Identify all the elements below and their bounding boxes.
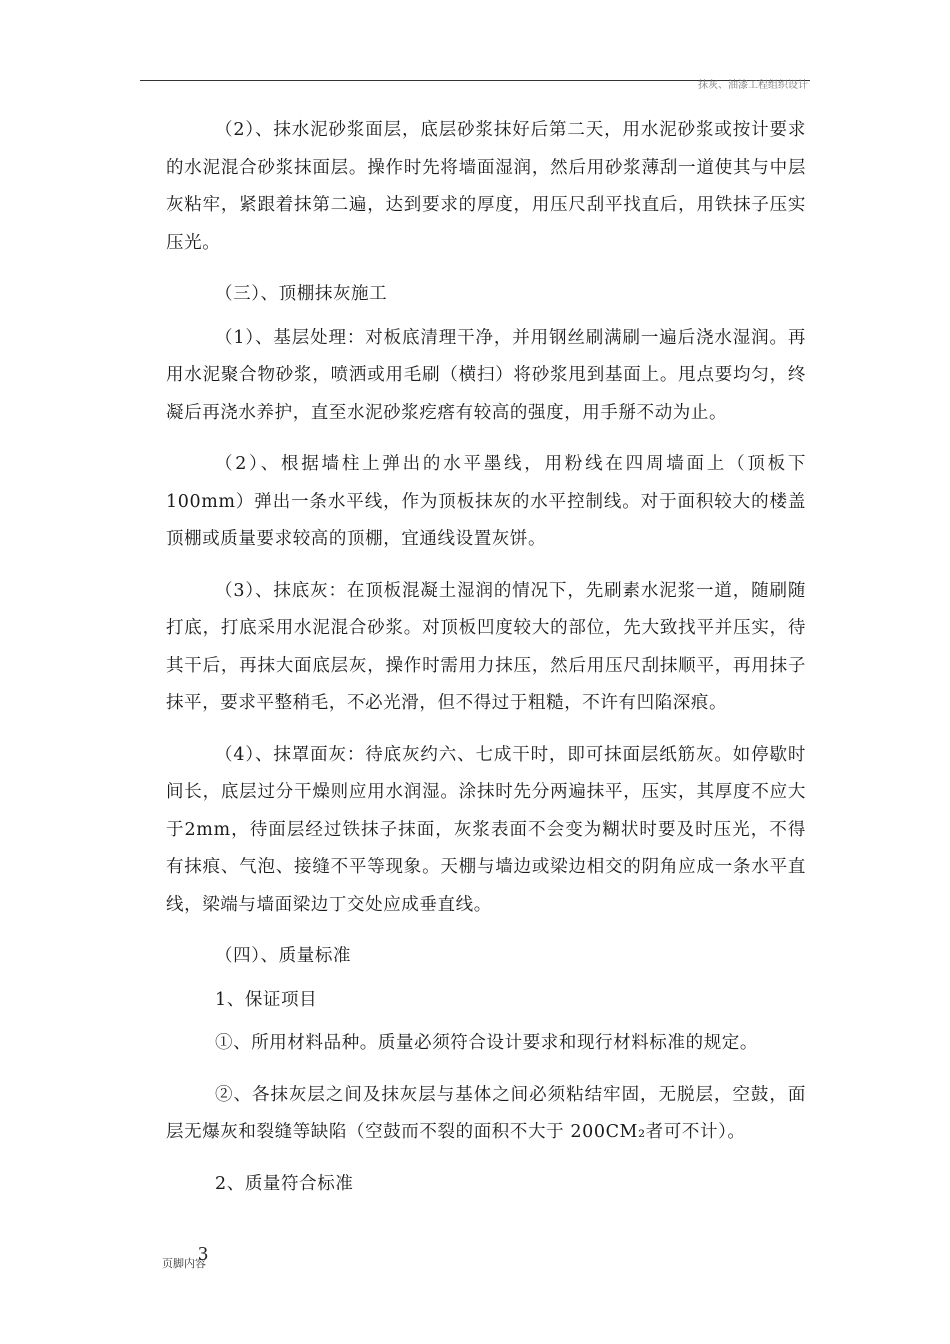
subheading-guarantee-items: 1、保证项目 [215, 989, 318, 1010]
list-item-materials: ①、所用材料品种。质量必须符合设计要求和现行材料标准的规定。 [215, 1033, 758, 1053]
paragraph-base-treatment: （1）、基层处理：对板底清理干净，并用钢丝刷满刷一遍后浇水湿润。再用水泥聚合物砂浆，喷洒或用毛刷（横扫）将砂浆甩到基面上。甩点要均匀，终凝后再浇水养护，直至水泥砂浆疙瘩有较高的强度，用手掰不动为止。 [166, 327, 806, 423]
document-body [166, 112, 806, 1209]
page-number: 3 [198, 1243, 208, 1265]
list-item-bonding: ②、各抹灰层之间及抹灰层与基体之间必须粘结牢固，无脱层，空鼓，面层无爆灰和裂缝等缺陷（空鼓而不裂的面积不大于 200CM₂者可不计）。 [166, 1084, 806, 1142]
paragraph-cement-mortar-surface: （2）、抹水泥砂浆面层，底层砂浆抹好后第二天，用水泥砂浆或按计要求的水泥混合砂浆抹面层。操作时先将墙面湿润，然后用砂浆薄刮一道使其与中层灰粘牢，紧跟着抹第二遍，达到要求的厚度，用压尺刮平找直后，用铁抹子压实压光。 [166, 120, 806, 253]
paragraph-finish-coat: （4）、抹罩面灰：待底灰约六、七成干时，即可抹面层纸筋灰。如停歇时间长，底层过分干燥则应用水润湿。涂抹时先分两遍抹平，压实，其厚度不应大于2mm，待面层经过铁抹子抹面，灰浆表面不会变为糊状时要及时压光，不得有抹痕、气泡、接缝不平等现象。天棚与墙边或梁边相交的阴角应成一条水平直线，梁端与墙面梁边丁交处应成垂直线。 [166, 744, 806, 915]
footer-label: 页脚内容 [162, 1257, 206, 1270]
running-header: 抹灰、油漆工程组织设计 [698, 80, 808, 91]
section-heading-ceiling-plastering: （三）、顶棚抹灰施工 [215, 284, 388, 304]
paragraph-level-line: （2）、根据墙柱上弹出的水平墨线，用粉线在四周墙面上（顶板下100mm）弹出一条水平线，作为顶板抹灰的水平控制线。对于面积较大的楼盖顶棚或质量要求较高的顶棚，宜通线设置灰饼。 [166, 454, 806, 549]
section-heading-quality-standard: （四）、质量标准 [215, 946, 352, 966]
subheading-quality-conformance: 2、质量符合标准 [215, 1173, 354, 1194]
paragraph-base-coat: （3）、抹底灰：在顶板混凝土湿润的情况下，先刷素水泥浆一道，随刷随打底，打底采用水泥混合砂浆。对顶板凹度较大的部位，先大致找平并压实，待其干后，再抹大面底层灰，操作时需用力抹压，然后用压尺刮抹顺平，再用抹子抹平，要求平整稍毛，不必光滑，但不得过于粗糙，不许有凹陷深痕。 [166, 580, 806, 713]
